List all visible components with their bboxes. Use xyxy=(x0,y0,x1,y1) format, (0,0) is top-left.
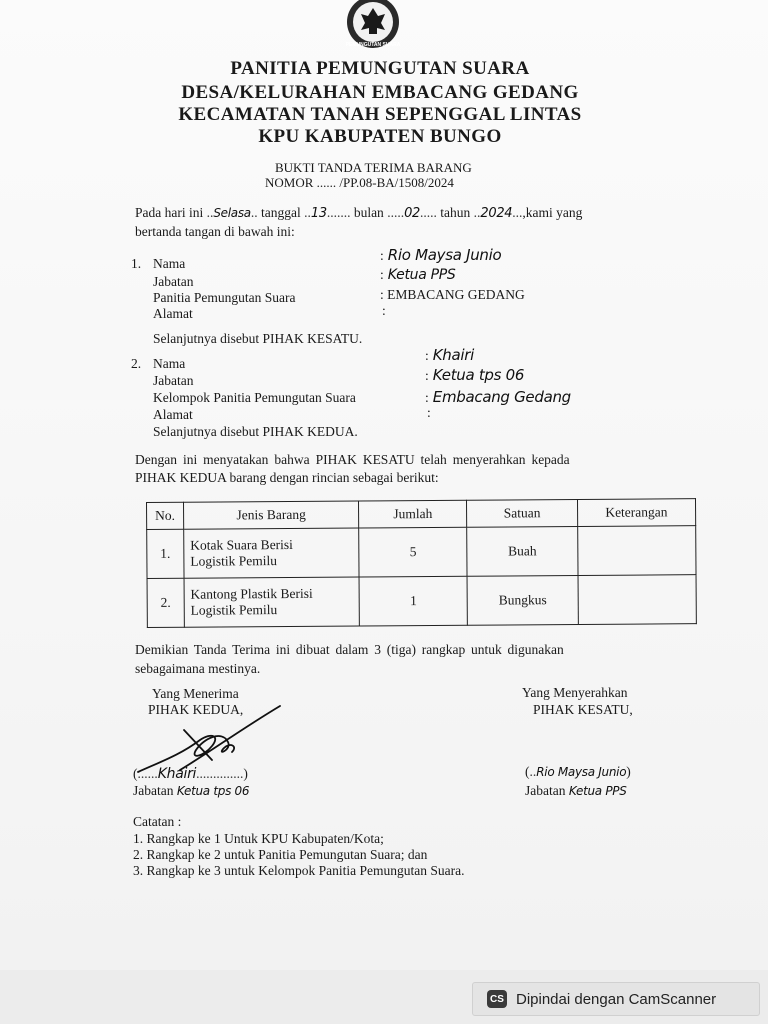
catatan-item: 3. Rangkap ke 3 untuk Kelompok Panitia Pemungutan Suara. xyxy=(133,863,465,878)
doc-title: BUKTI TANDA TERIMA BARANG xyxy=(275,160,472,175)
left-sign-jabatan xyxy=(133,783,249,799)
heading-line-3: KECAMATAN TANAH SEPENGGAL LINTAS xyxy=(178,104,582,125)
table-row xyxy=(147,575,696,628)
logo-text: PEMUNGUTAN SUARA xyxy=(345,42,401,48)
cell-jenis-line2: Logistik Pemilu xyxy=(190,553,277,569)
intro-line-1: Pada hari ini ..Selasa.. tanggal ..13....... bulan .....02..... tahun ..2024...,kami yang xyxy=(135,205,583,221)
left-sign-title-2: PIHAK KEDUA, xyxy=(148,702,244,717)
kpu-logo-icon xyxy=(345,0,401,54)
closing-line-1: Demikian Tanda Terima ini dibuat dalam 3 (tiga) rangkap untuk digunakan xyxy=(135,642,564,657)
cell-keterangan xyxy=(577,526,696,576)
party1-nama-label: Nama xyxy=(153,256,186,271)
intro-tanggal: 13 xyxy=(310,206,327,221)
party1-number: 1. xyxy=(131,256,142,271)
left-sign-jabatan-value: Ketua tps 06 xyxy=(176,784,250,798)
cell-jenis xyxy=(184,528,360,578)
cell-jenis-line2: Logistik Pemilu xyxy=(190,602,278,618)
col-keterangan-header: Keterangan xyxy=(577,499,696,527)
intro-pada-hari-ini: Pada hari ini xyxy=(135,205,204,220)
party2-alamat-colon: : xyxy=(427,405,431,420)
catatan-item: 1. Rangkap ke 1 Untuk KPU Kabupaten/Kota; xyxy=(133,831,384,846)
right-sign-title-1: Yang Menyerahkan xyxy=(522,685,628,700)
party1-jabatan-row xyxy=(380,266,456,284)
cell-jumlah: 5 xyxy=(359,527,467,577)
intro-bulan-label: bulan xyxy=(353,205,384,220)
intro-hari: Selasa xyxy=(213,206,251,220)
items-table xyxy=(146,498,697,628)
party1-jabatan-colon: : xyxy=(380,267,384,282)
party1-selanjutnya: Selanjutnya disebut PIHAK KESATU. xyxy=(153,331,363,346)
party2-nama-row xyxy=(425,346,474,365)
party2-number: 2. xyxy=(131,356,142,371)
party1-nama-value: Rio Maysa Junio xyxy=(387,246,502,264)
party2-jabatan-colon: : xyxy=(425,368,429,383)
heading-line-4: KPU KABUPATEN BUNGO xyxy=(258,126,502,147)
cell-no: 1. xyxy=(147,529,184,578)
intro-tahun: 2024 xyxy=(480,206,513,221)
catatan-item: 2. Rangkap ke 2 untuk Panitia Pemungutan Suara; dan xyxy=(133,847,428,862)
doc-number: NOMOR ...... /PP.08-BA/1508/2024 xyxy=(265,175,454,190)
left-sign-name: Khairi xyxy=(157,766,197,782)
heading-line-1: PANITIA PEMUNGUTAN SUARA xyxy=(230,58,530,79)
intro-kami-yang: ,kami yang xyxy=(522,205,583,220)
party1-jabatan-label: Jabatan xyxy=(153,274,194,289)
cell-jenis xyxy=(184,577,360,627)
party2-nama-value: Khairi xyxy=(432,346,475,364)
party2-jabatan-label: Jabatan xyxy=(153,373,194,388)
statement-line-2: PIHAK KEDUA barang dengan rincian sebagai berikut: xyxy=(135,470,439,485)
cell-jenis-line1: Kotak Suara Berisi xyxy=(190,536,293,553)
party1-jabatan-value: Ketua PPS xyxy=(387,267,456,283)
camscanner-text: Dipindai dengan CamScanner xyxy=(516,990,717,1008)
party2-kpps-value: Embacang Gedang xyxy=(432,388,571,406)
right-sign-jabatan-label: Jabatan xyxy=(525,783,566,798)
cell-jenis-line1: Kantong Plastik Berisi xyxy=(190,585,313,602)
cell-keterangan xyxy=(578,575,697,625)
party2-nama-colon: : xyxy=(425,348,429,363)
intro-bulan: 02 xyxy=(404,206,421,221)
party1-nama-colon: : xyxy=(380,248,384,263)
party1-nama-row xyxy=(380,246,501,265)
closing-line-2: sebagaimana mestinya. xyxy=(135,661,261,676)
party2-kpps-row xyxy=(425,388,571,407)
party2-nama-label: Nama xyxy=(153,356,186,371)
party2-kpps-label: Kelompok Panitia Pemungutan Suara xyxy=(153,390,356,405)
party2-jabatan-value: Ketua tps 06 xyxy=(432,366,525,384)
cell-satuan: Buah xyxy=(467,526,578,576)
intro-line-2: bertanda tangan di bawah ini: xyxy=(135,224,295,239)
catatan-title: Catatan : xyxy=(133,814,182,829)
party1-pps-value: : EMBACANG GEDANG xyxy=(380,287,525,302)
party1-alamat-label: Alamat xyxy=(153,306,193,321)
right-sign-title-2: PIHAK KESATU, xyxy=(533,702,633,717)
cell-jumlah: 1 xyxy=(359,576,467,626)
camscanner-badge xyxy=(472,982,760,1016)
left-sign-jabatan-label: Jabatan xyxy=(133,783,174,798)
party2-kpps-colon: : xyxy=(425,390,429,405)
col-no-header: No. xyxy=(147,502,184,529)
col-satuan-header: Satuan xyxy=(467,499,577,527)
table-row xyxy=(147,526,696,579)
cell-no: 2. xyxy=(147,578,184,627)
left-sign-name-line: (......Khairi..............) xyxy=(133,766,248,782)
scanner-footer xyxy=(0,970,768,1024)
party1-alamat-colon: : xyxy=(382,303,386,318)
left-sign-title-1: Yang Menerima xyxy=(152,686,239,701)
statement-line-1: Dengan ini menyatakan bahwa PIHAK KESATU telah menyerahkan kepada xyxy=(135,452,570,467)
cell-satuan: Bungkus xyxy=(467,575,578,625)
heading-line-2: DESA/KELURAHAN EMBACANG GEDANG xyxy=(181,82,579,103)
intro-tahun-label: tahun xyxy=(440,205,471,220)
party2-jabatan-row xyxy=(425,366,524,385)
intro-tanggal-label: tanggal xyxy=(260,205,301,220)
col-jenis-header: Jenis Barang xyxy=(183,501,359,529)
right-sign-jabatan-value: Ketua PPS xyxy=(568,784,627,798)
right-sign-name: Rio Maysa Junio xyxy=(536,765,627,779)
party1-pps-label: Panitia Pemungutan Suara xyxy=(153,290,296,305)
party2-alamat-label: Alamat xyxy=(153,407,193,422)
camscanner-logo-icon: CS xyxy=(487,990,507,1008)
table-header-row xyxy=(147,499,696,530)
right-sign-name-line: (..Rio Maysa Junio) xyxy=(525,764,631,779)
right-sign-jabatan xyxy=(525,783,627,799)
party2-selanjutnya: Selanjutnya disebut PIHAK KEDUA. xyxy=(153,424,358,439)
col-jumlah-header: Jumlah xyxy=(359,500,467,528)
